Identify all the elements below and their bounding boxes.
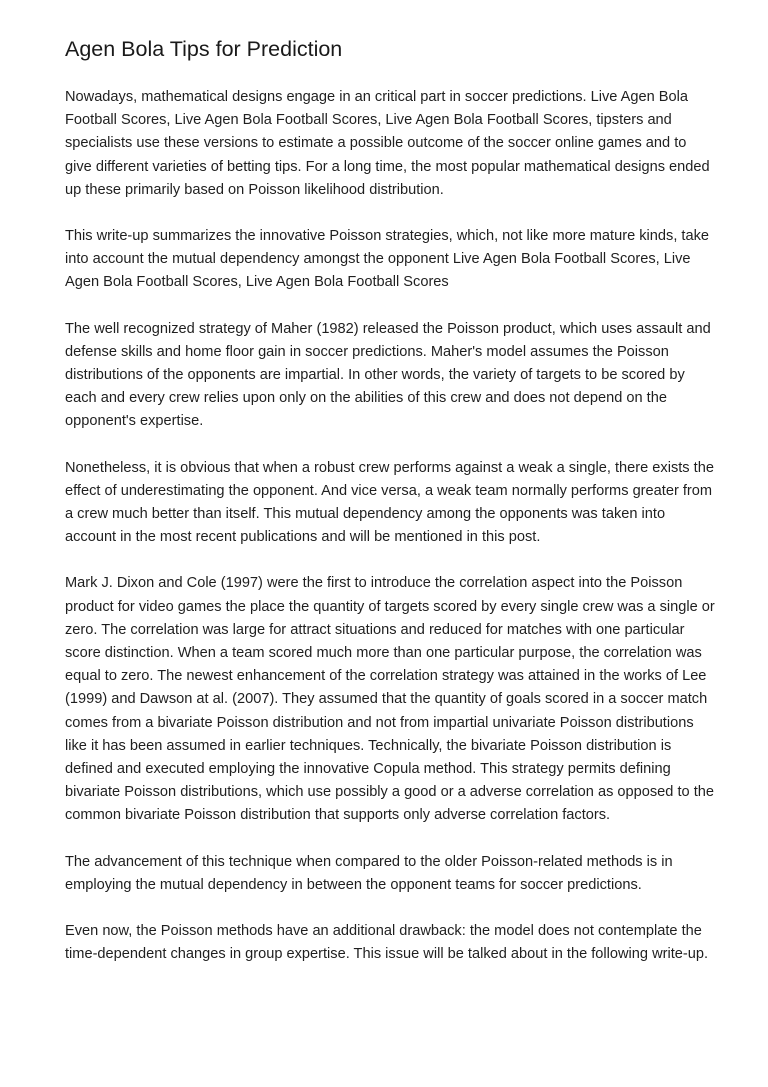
paragraph-5: Mark J. Dixon and Cole (1997) were the first to introduce the correlation aspect into the Poisson product for video games the place the quantity of targets scored by every single crew was a single or zero. The correlation was large for attract situations and reduced for matches with one particular score distinction. When a team scored much more than one particular purpose, the correlation was equal to zero. The newest enhancement of the correlation strategy was attained in the works of Lee (1999) and Dawson at al. (2007). They assumed that the quantity of goals scored in a soccer match comes from a bivariate Poisson distribution and not from impartial univariate Poisson distributions like it has been assumed in earlier techniques. Technically, the bivariate Poisson distribution is defined and executed employing the innovative Copula method. This strategy permits defining bivariate Poisson distributions, which use possibly a good or a adverse correlation as opposed to the common bivariate Poisson distribution that supports only adverse correlation factors. [65, 575, 715, 824]
paragraph-6: The advancement of this technique when compared to the older Poisson-related methods is in employing the mutual dependency in between the opponent teams for soccer predictions. [65, 853, 673, 893]
document-title: Agen Bola Tips for Prediction [65, 37, 343, 61]
paragraph-4: Nonetheless, it is obvious that when a robust crew performs against a weak a single, there exists the effect of underestimating the opponent. And vice versa, a weak team normally performs greater from a crew much better than itself. This mutual dependency among the opponents was taken into account in the most recent publications and will be mentioned in this post. [65, 459, 714, 546]
paragraph-2: This write-up summarizes the innovative Poisson strategies, which, not like more mature kinds, take into account the mutual dependency amongst the opponent Live Agen Bola Football Scores, Live Agen Bola Football Scores, Live Agen Bola Football Scores [65, 228, 710, 291]
paragraph-1: Nowadays, mathematical designs engage in an critical part in soccer predictions. Live Agen Bola Football Scores, Live Agen Bola Football Scores, Live Agen Bola Football Scores, tipsters and specialists use these versions to estimate a possible outcome of the soccer online games and to give different varieties of betting tips. For a long time, the most popular mathematical designs ended up these primarily based on Poisson likelihood distribution. [65, 89, 710, 198]
document-page [65, 34, 715, 990]
paragraph-7: Even now, the Poisson methods have an additional drawback: the model does not contemplate the time-dependent changes in group expertise. This issue will be talked about in the following write-up. [65, 923, 709, 963]
paragraph-3: The well recognized strategy of Maher (1982) released the Poisson product, which uses assault and defense skills and home floor gain in soccer predictions. Maher's model assumes the Poisson distributions of the opponents are impartial. In other words, the variety of targets to be scored by each and every crew relies upon only on the abilities of this crew and does not depend on the opponent's expertise. [65, 320, 711, 430]
